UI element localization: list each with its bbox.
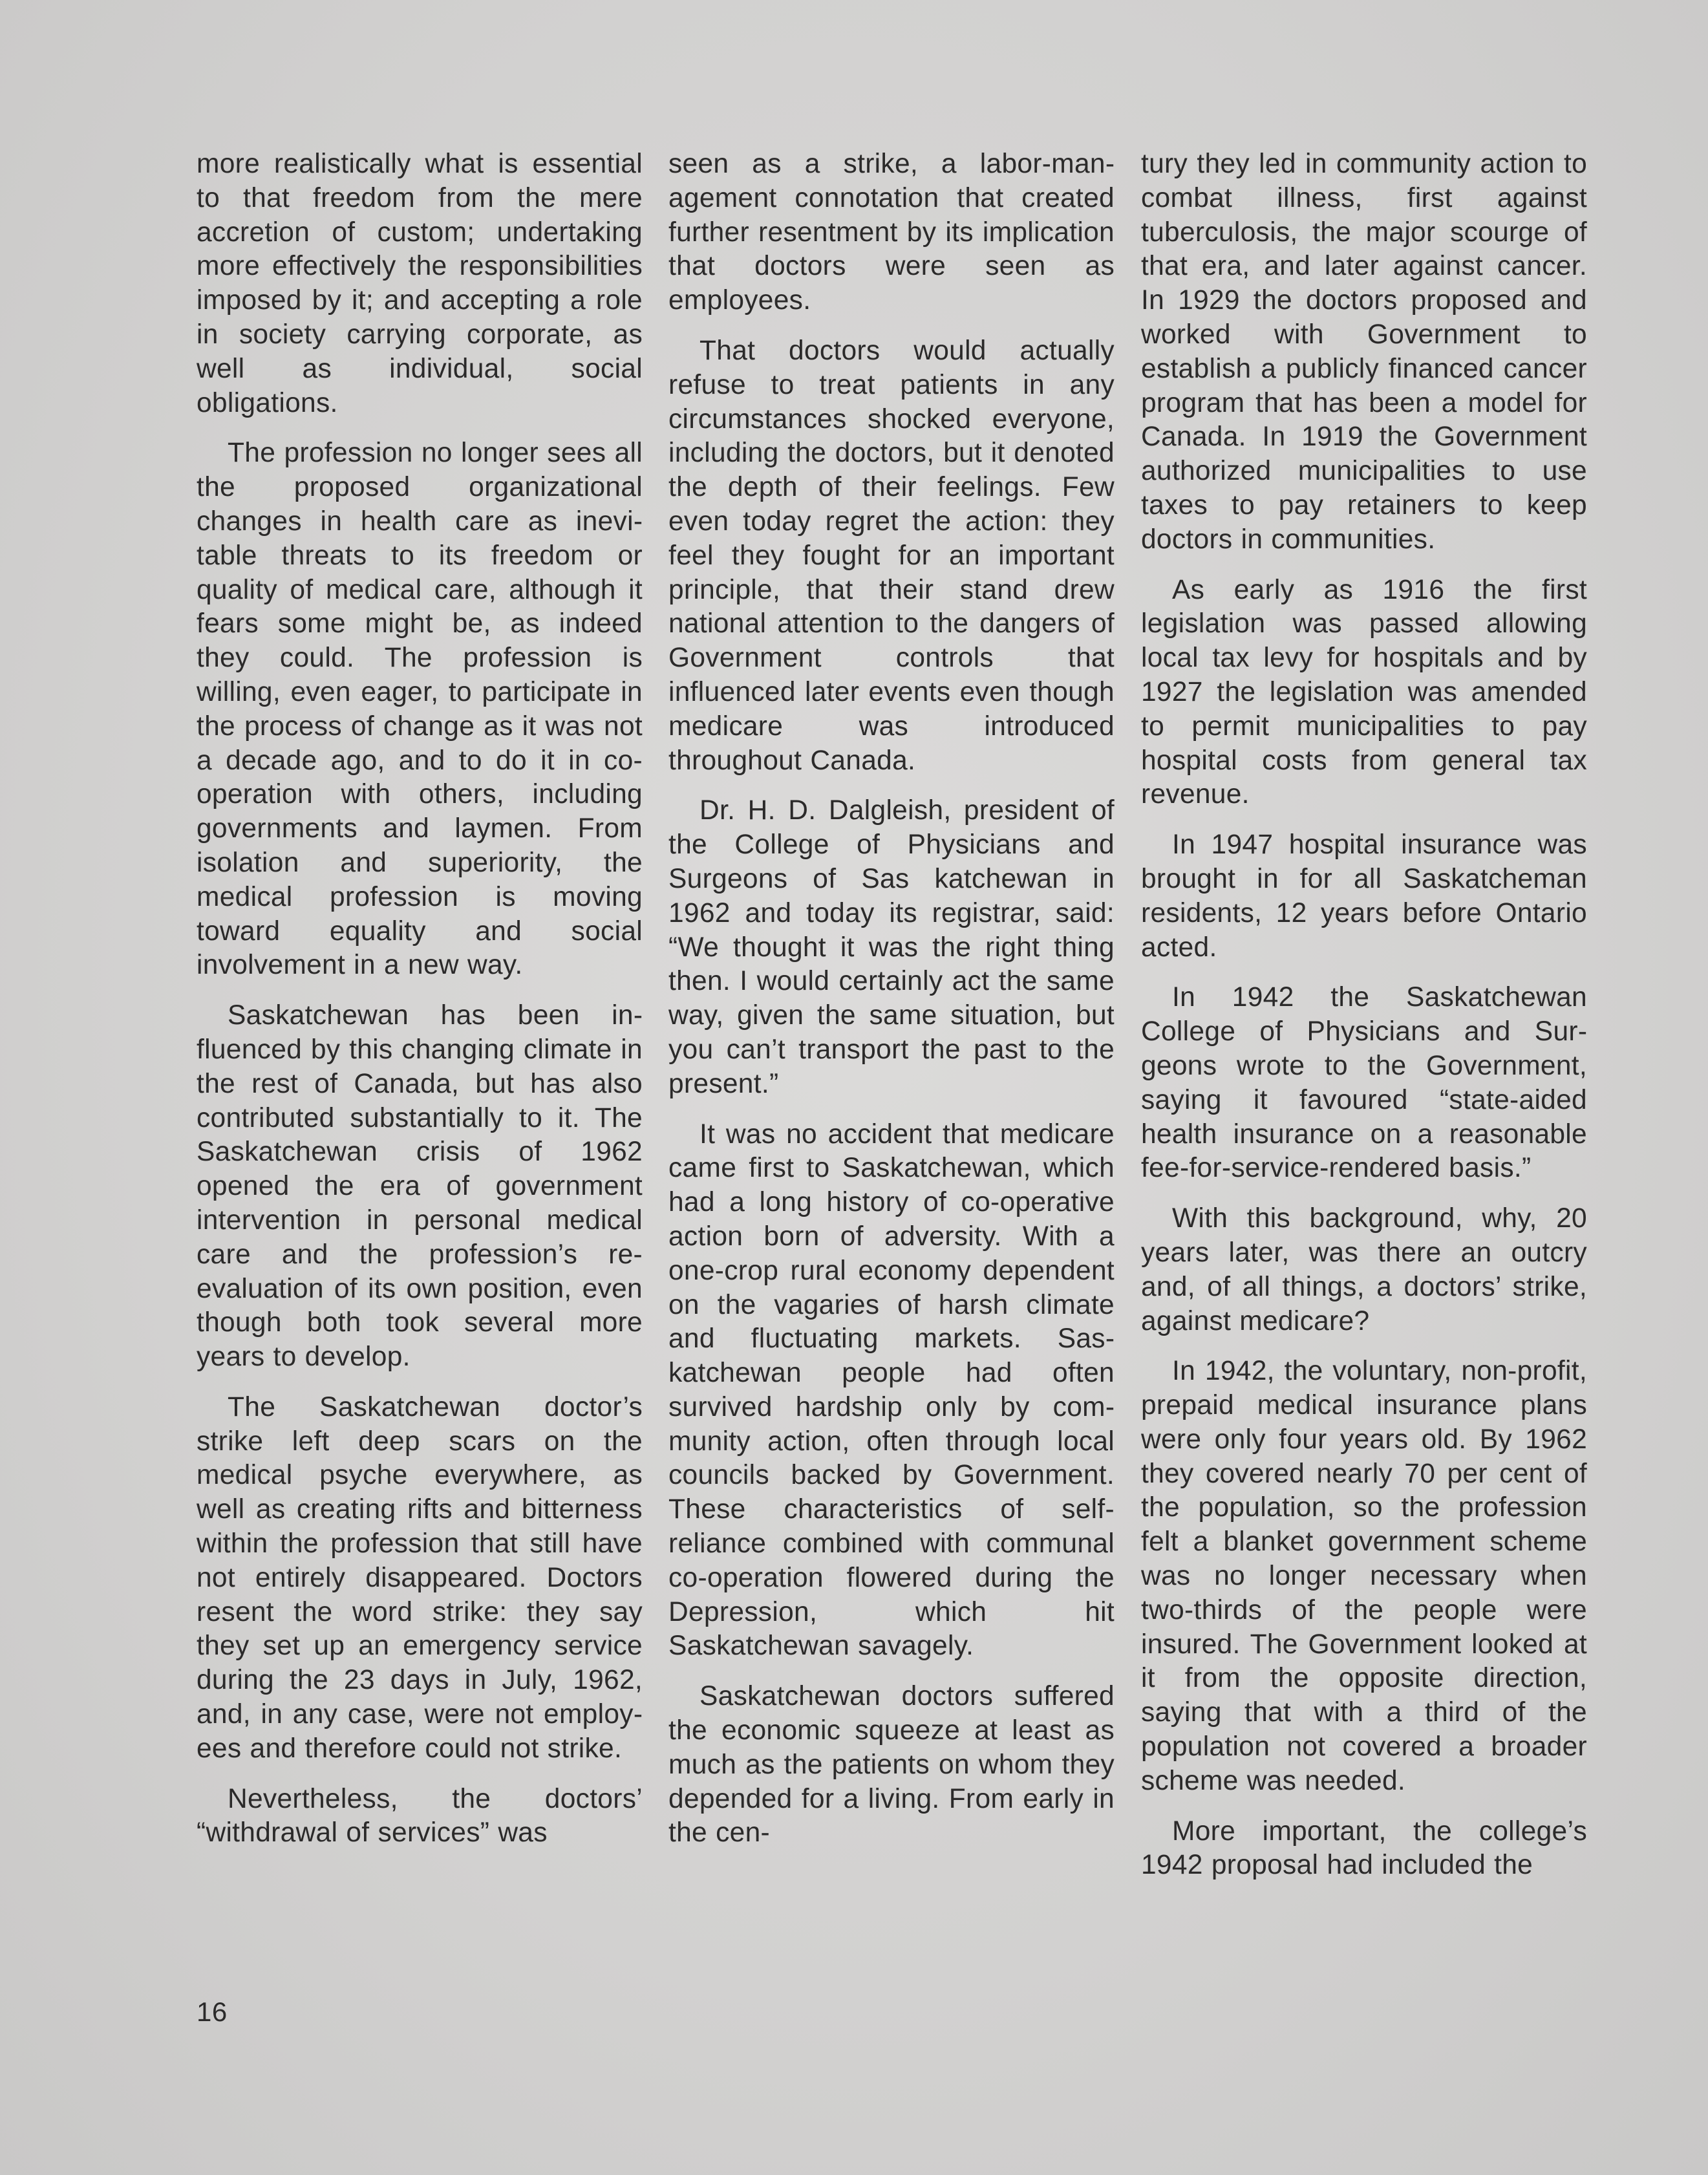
page-number: 16 — [197, 1997, 228, 2027]
paragraph: More important, the college’s 1942 proposal had included the — [1141, 1816, 1587, 1881]
paragraph: The profession no longer sees all the proposed organizational changes in health care as inevitable threats to its freedom or quality of medical care, although it fears some might be, as indeed they could. The profession is willing, even eager, to participate in the process of change as it was not a decade ago, and to do it in co-operation with others, including governments and laymen. From isolation and superiority, the medical profession is moving toward equality and social involvement in a new way. — [197, 438, 643, 981]
paragraph: In 1947 hospital insurance was brought in for all Saskatcheman residents, 12 years before Ontario acted. — [1141, 830, 1587, 963]
paragraph: As early as 1916 the first legislation was passed allowing local tax levy for hospitals and by 1927 the legislation was amended to permit municipalities to pay hospital costs from general tax revenue. — [1141, 574, 1587, 810]
paragraph: It was no accident that medicare came first to Saskatchewan, which had a long history of co-operative action born of adversity. With a one-crop rural economy dependent on the vagaries of harsh climate and fluctuating markets. Saskatchewan people had often survived hardship only by community action, often through local councils backed by Government. These characteristics of self-reliance combined with communal co-operation flowered during the Depression, which hit Saskatchewan savagely. — [668, 1119, 1115, 1662]
paragraph: tury they led in community action to combat illness, first against tuberculosis, the major scourge of that era, and later against cancer. In 1929 the doctors proposed and worked with Government to establish a publicly financed cancer program that has been a model for Canada. In 1919 the Government authorized municipalities to use taxes to pay retainers to keep doctors in communities. — [1141, 149, 1587, 555]
paragraph: The Saskatchewan doctor’s strike left deep scars on the medical psyche everywhere, as well as creating rifts and bitterness within the profession that still have not entirely disappeared. Doctors resent the word strike: they say they set up an emergency service during the 23 days in July, 1962, and, in any case, were not employees and therefore could not strike. — [197, 1391, 643, 1764]
text-column-3 — [1141, 147, 1587, 1899]
paragraph: Saskatchewan doctors suffered the economic squeeze at least as much as the patients on whom they depended for a living. From early in the cen- — [668, 1681, 1115, 1848]
paragraph: That doctors would actually refuse to treat patients in any circumstances shocked everyone, including the doctors, but it denoted the depth of their feelings. Few even today regret the action: they feel they fought for an important principle, that their stand drew national attention to the dangers of Government controls that influenced later events even though medicare was introduced throughout Canada. — [668, 335, 1115, 776]
paragraph: more realistically what is essential to that freedom from the mere accretion of custom; undertaking more effectively the responsibilities imposed by it; and accepting a role in society carrying corporate, as well as individual, social obligations. — [197, 149, 643, 418]
paragraph: In 1942, the voluntary, non-profit, prepaid medical insurance plans were only four years old. By 1962 they covered nearly 70 per cent of the population, so the profession felt a blanket government scheme was no longer necessary when two-thirds of the people were insured. The Government looked at it from the opposite direction, saying that with a third of the population not covered a broader scheme was needed. — [1141, 1356, 1587, 1796]
paragraph: Dr. H. D. Dalgleish, president of the College of Physicians and Surgeons of Sas katchewan in 1962 and today its registrar, said: “We thought it was the right thing then. I would certainly act the same way, given the same situation, but you can’t transport the past to the present.” — [668, 795, 1115, 1099]
text-column-1 — [197, 147, 643, 1867]
text-column-2 — [668, 147, 1115, 1867]
paragraph: seen as a strike, a labor-management connotation that created further resentment by its implication that doctors were seen as employees. — [668, 149, 1115, 316]
paragraph: Nevertheless, the doctors’ “withdrawal of services” was — [197, 1783, 643, 1848]
paragraph: Saskatchewan has been influenced by this changing climate in the rest of Canada, but has also contributed substantially to it. The Saskatchewan crisis of 1962 opened the era of government intervention in personal medical care and the profession’s re-evaluation of its own position, even though both took several more years to develop. — [197, 1000, 643, 1373]
paragraph: In 1942 the Saskatchewan College of Physicians and Surgeons wrote to the Government, saying it favoured “state-aided health insurance on a reasonable fee-for-service-rendered basis.” — [1141, 982, 1587, 1184]
paragraph: With this background, why, 20 years later, was there an outcry and, of all things, a doctors’ strike, against medicare? — [1141, 1203, 1587, 1336]
